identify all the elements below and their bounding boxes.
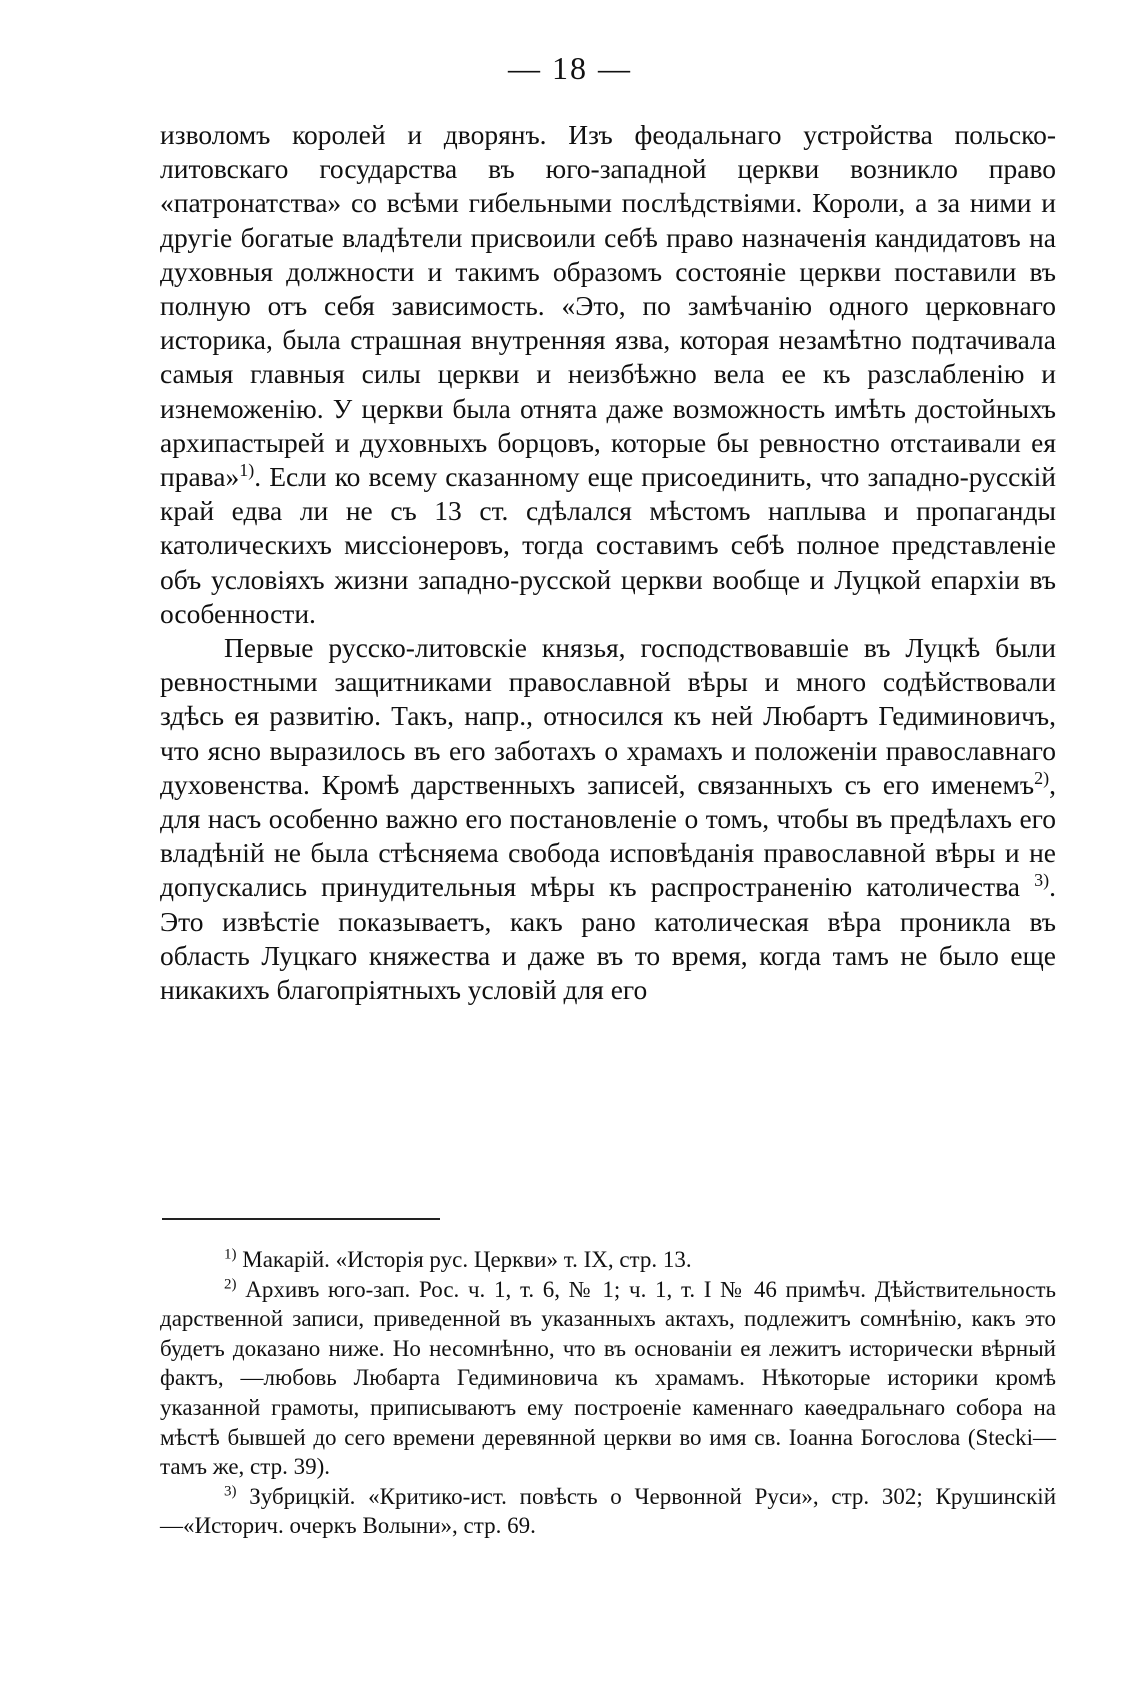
main-text <box>160 118 1056 1007</box>
footnote-3-marker: 3) <box>224 1483 237 1500</box>
footnote-ref-1: 1) <box>239 459 255 480</box>
paragraph-2-text-continued: . Это извѣстіе показываетъ, какъ рано католическая вѣра проникла въ область Луцкаго княжества и даже въ то время, когда тамъ не было еще никакихъ благопріятныхъ условій для его <box>160 871 1056 1006</box>
paragraph-2-text: Первые русско-литовскіе князья, господствовавшіе въ Луцкѣ были ревностными защитниками православной вѣры и много содѣйствовали здѣсь ея развитію. Такъ, напр., относился къ ней Любартъ Гедиминовичъ, что ясно выразилось въ его заботахъ о храмахъ и положеніи православнаго духовенства. Кромѣ дарственныхъ записей, связанныхъ съ его именемъ <box>160 632 1056 800</box>
paragraph-1 <box>160 118 1056 631</box>
footnote-ref-3: 3) <box>1034 870 1050 891</box>
footnotes <box>160 1245 1056 1541</box>
paragraph-1-text-continued: . Если ко всему сказанному еще присоединить, что западно-русскій край едва ли не съ 13 ст. сдѣлался мѣстомъ наплыва и пропаганды католическихъ миссіонеровъ, тогда составимъ себѣ полное представленіе объ условіяхъ жизни западно-русской церкви вообще и Луцкой епархіи въ особенности. <box>160 461 1056 629</box>
footnote-2-text: Архивъ юго-зап. Рос. ч. 1, т. 6, № 1; ч. 1, т. I № 46 примѣч. Дѣйствительность дарственной записи, приведенной въ указанныхъ актахъ, подлежитъ сомнѣнію, какъ это будетъ доказано ниже. Но несомнѣнно, что въ основаніи ея лежитъ исторически вѣрный фактъ, —любовь Любарта Гедиминовича къ храмамъ. Нѣкоторые историки кромѣ указанной грамоты, приписываютъ ему построеніе каменнаго каѳедральнаго собора на мѣстѣ бывшей до сего времени деревянной церкви во имя св. Іоанна Богослова (Stecki—тамъ же, стр. 39). <box>160 1276 1057 1480</box>
footnote-divider <box>162 1218 440 1220</box>
footnote-ref-2: 2) <box>1034 767 1050 788</box>
page-number: — 18 — <box>508 50 632 86</box>
footnote-3 <box>160 1482 1056 1541</box>
footnote-1-text: Макарій. «Исторія рус. Церкви» т. IX, стр. 13. <box>242 1247 692 1272</box>
footnote-2 <box>160 1275 1056 1482</box>
paragraph-2-text-middle: , для насъ особенно важно его постановленіе о томъ, чтобы въ предѣлахъ его владѣній не была стѣсняема свобода исповѣданія православной вѣры и не допускались принудительныя мѣры къ распространенію католичества <box>160 768 1056 903</box>
paragraph-1-text: изволомъ королей и дворянъ. Изъ феодальнаго устройства польско-литовскаго государства въ юго-западной церкви возникло право «патронатства» со всѣми гибельными послѣдствіями. Короли, а за ними и другіе богатые владѣтели присвоили себѣ право назначенія кандидатовъ на духовныя должности и такимъ образомъ состояніе церкви поставили въ полную отъ себя зависимость. «Это, по замѣчанію одного церковнаго историка, была страшная внутренняя язва, которая незамѣтно подтачивала самыя главныя силы церкви и неизбѣжно вела ее къ разслабленію и изнеможенію. У церкви была отнята даже возможность имѣть достойныхъ архипастырей и духовныхъ борцовъ, которые бы ревностно отстаивали ея права» <box>160 119 1056 493</box>
footnote-1 <box>160 1245 1056 1275</box>
footnote-2-marker: 2) <box>224 1275 237 1292</box>
footnote-1-marker: 1) <box>224 1246 237 1263</box>
paragraph-2 <box>160 631 1056 1007</box>
footnote-3-text: Зубрицкій. «Критико-ист. повѣсть о Червонной Руси», стр. 302; Крушинскій—«Историч. очеркъ Волыни», стр. 69. <box>160 1483 1056 1539</box>
